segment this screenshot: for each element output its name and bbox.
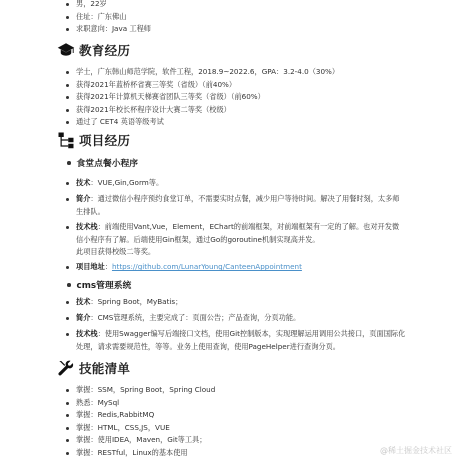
section-title: 技能清单 [79,361,131,376]
list-item: 学士，广东韩山师范学院，软件工程，2018.9~2022.6，GPA：3.2-4.0（30%） [62,66,339,79]
project-stack: 技术栈：使用Swagger编写后端接口文档，使用Git控制版本，实现理解运用调用公共接口，页面国际化处理，请求需要规范性，等等。业务上使用查询，使用PageHelper进行查询分页。 [66,328,406,353]
personal-info-list [62,0,151,36]
education-list [62,66,339,129]
list-item: 求职意向：Java 工程师 [62,23,151,36]
section-title: 教育经历 [79,43,131,58]
list-item: 获得2021年蓝桥杯省赛三等奖（省级）（前40%） [62,79,339,92]
wrench-icon [57,359,75,377]
projects-header [57,130,130,150]
list-item: 掌握：HTML，CSS,JS，VUE [62,422,215,435]
sitemap-icon [57,131,75,149]
project-intro: 简介：通过微信小程序预约食堂订单，不需要实时点餐，减少用户等待时间。解决了用餐时刻，太多师生排队。 [66,193,406,218]
list-item: 掌握：使用IDEA，Maven，Git等工具； [62,434,215,447]
list-item: 男，22岁 [62,0,151,11]
project-tech: 技术：Spring Boot，MyBatis； [66,296,406,309]
list-item: 掌握：SSM，Spring Boot，Spring Cloud [62,384,215,397]
list-item: 通过了 CET4 英语等级考试 [62,116,339,129]
project-title: 食堂点餐小程序 [62,156,138,169]
list-item: 掌握：RESTful，Linux的基本使用 [62,447,215,460]
watermark: @稀土掘金技术社区 [380,446,452,455]
project-intro: 简介：CMS管理系统，主要完成了：页面公告；产品查询，分页功能。 [66,312,406,325]
section-title: 项目经历 [79,133,131,148]
list-item: 掌握：Redis,RabbitMQ [62,409,215,422]
list-item: 获得2021年校长杯程序设计大赛二等奖（校级） [62,104,339,117]
graduation-cap-icon [57,41,75,59]
project-stack: 技术栈：前端使用Vant,Vue，Element，EChart的前端框架，对前端框架有一定的了解。也对开发微信小程序有了解。后端使用Gin框架，通过Go的goroutine机制实现高并发。 [66,221,406,246]
skills-list [62,384,215,459]
project-note: 此项目获得校级二等奖。 [76,247,156,256]
list-item: 获得2021年计算机天梯赛省团队三等奖（省级）（前60%） [62,91,339,104]
skills-header [57,358,130,378]
list-item: 住址：广东佛山 [62,11,151,24]
list-item: 熟悉：MySql [62,397,215,410]
project-tech: 技术：VUE,Gin,Gorm等。 [66,177,406,190]
project-address: 项目地址：https://github.com/LunarYoung/CanteenAppointment [66,261,406,274]
project-link[interactable]: https://github.com/LunarYoung/CanteenAppointment [111,262,302,271]
project-title: cms管理系统 [62,278,131,291]
education-header [57,40,130,60]
